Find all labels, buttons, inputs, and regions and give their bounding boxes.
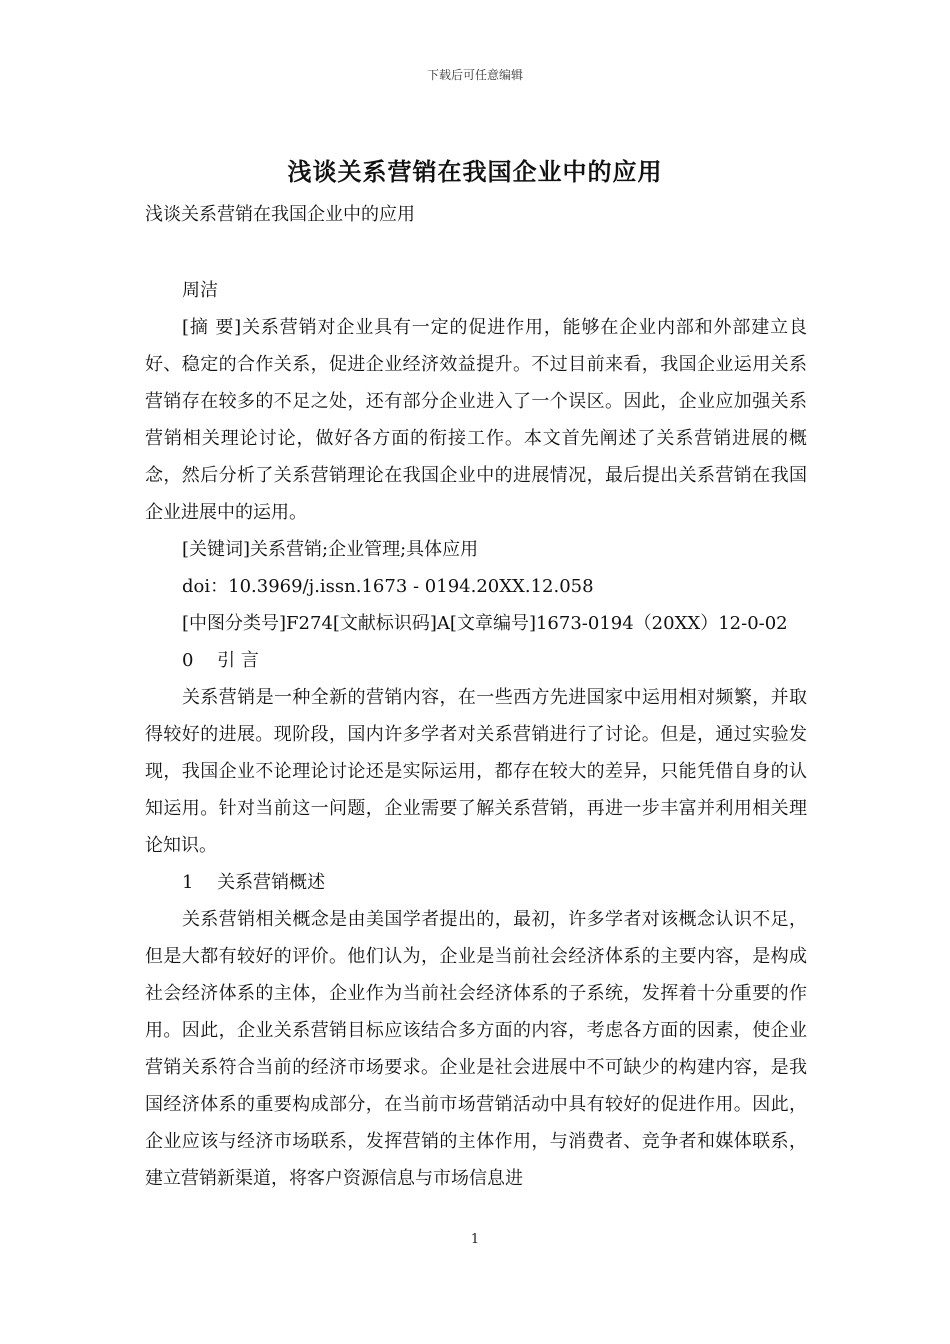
section-heading-introduction: 0 引 言 bbox=[182, 650, 259, 671]
keywords: [关键词]关系营销;企业管理;具体应用 bbox=[182, 539, 479, 560]
page-header: 下载后可任意编辑 bbox=[426, 68, 523, 82]
document-subtitle: 浅谈关系营销在我国企业中的应用 bbox=[145, 204, 415, 225]
doi: doi：10.3969/j.issn.1673 - 0194.20XX.12.058 bbox=[182, 576, 594, 597]
classification: [中图分类号]F274[文献标识码]A[文章编号]1673-0194（20XX）12-0-02 bbox=[182, 613, 788, 634]
page-number: 1 bbox=[470, 1232, 480, 1247]
overview-paragraph: 关系营销相关概念是由美国学者提出的，最初，许多学者对该概念认识不足，但是大都有较好的评价。他们认为，企业是当前社会经济体系的主要内容，是构成社会经济体系的主体，企业作为当前社会经济体系的子系统，发挥着十分重要的作用。因此，企业关系营销目标应该结合多方面的内容，考虑各方面的因素，使企业营销关系符合当前的经济市场要求。企业是社会进展中不可缺少的构建内容，是我国经济体系的重要构成部分，在当前市场营销活动中具有较好的促进作用。因此，企业应该与经济市场联系，发挥营销的主体作用，与消费者、竞争者和媒体联系，建立营销新渠道，将客户资源信息与市场信息进 bbox=[145, 909, 807, 1189]
section-heading-overview: 1 关系营销概述 bbox=[182, 872, 326, 893]
abstract-paragraph: [摘 要]关系营销对企业具有一定的促进作用，能够在企业内部和外部建立良好、稳定的合作关系，促进企业经济效益提升。不过目前来看，我国企业运用关系营销存在较多的不足之处，还有部分企业进入了一个误区。因此，企业应加强关系营销相关理论讨论，做好各方面的衔接工作。本文首先阐述了关系营销进展的概念，然后分析了关系营销理论在我国企业中的进展情况，最后提出关系营销在我国企业进展中的运用。 bbox=[145, 317, 807, 523]
author: 周洁 bbox=[182, 280, 218, 301]
document-body bbox=[145, 272, 807, 1197]
document-title: 浅谈关系营销在我国企业中的应用 bbox=[287, 157, 663, 186]
introduction-paragraph: 关系营销是一种全新的营销内容，在一些西方先进国家中运用相对频繁，并取得较好的进展。现阶段，国内许多学者对关系营销进行了讨论。但是，通过实验发现，我国企业不论理论讨论还是实际运用，都存在较大的差异，只能凭借自身的认知运用。针对当前这一问题，企业需要了解关系营销，再进一步丰富并利用相关理论知识。 bbox=[145, 687, 807, 856]
